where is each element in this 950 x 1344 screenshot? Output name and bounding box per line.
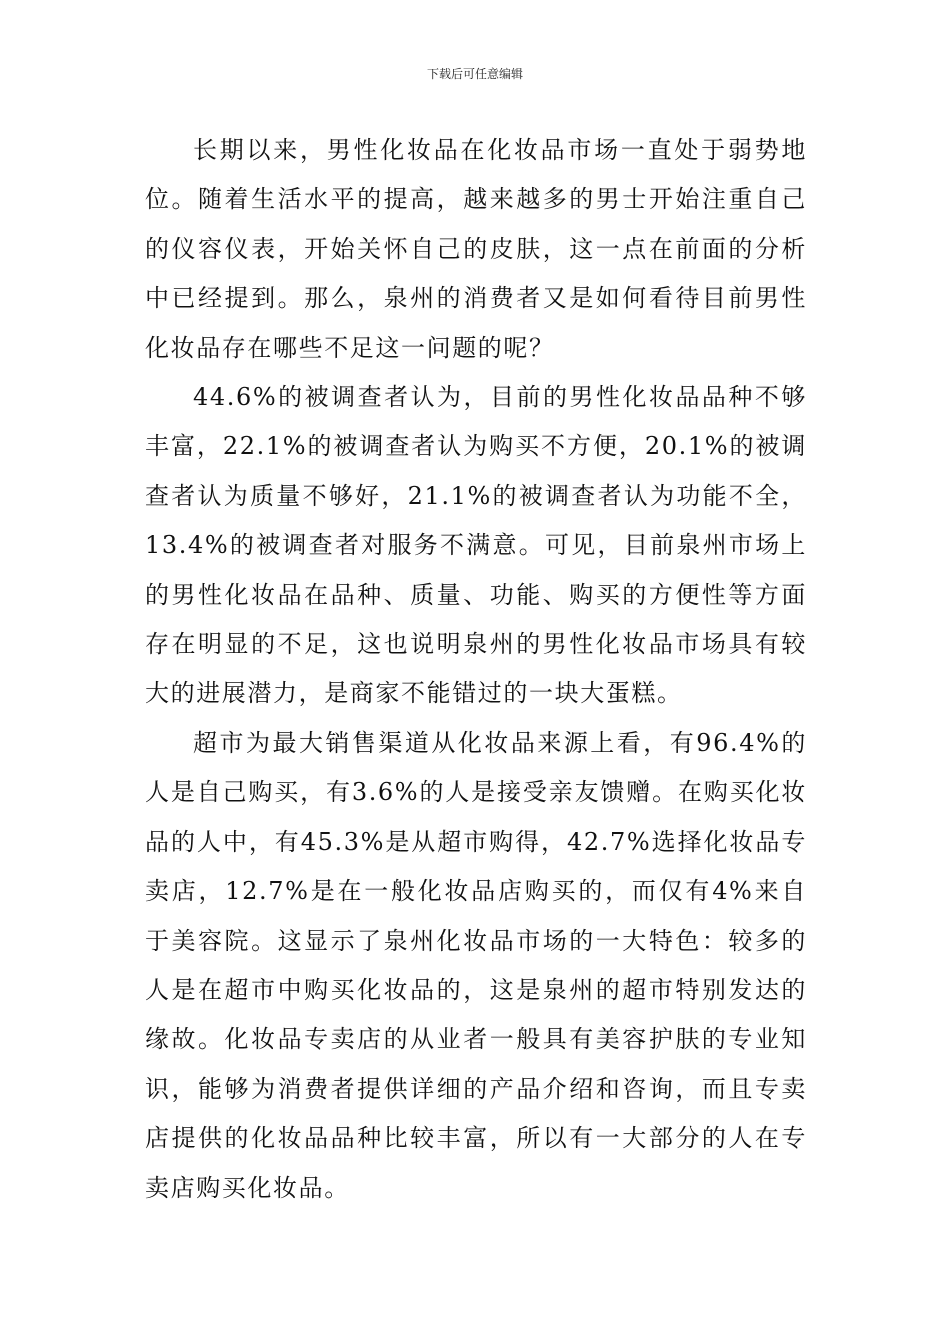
document-body (145, 126, 807, 1213)
paragraph-male-cosmetics-intro: 长期以来，男性化妆品在化妆品市场一直处于弱势地位。随着生活水平的提高，越来越多的男士开始注重自己的仪容仪表，开始关怀自己的皮肤，这一点在前面的分析中已经提到。那么，泉州的消费者又是如何看待目前男性化妆品存在哪些不足这一问题的呢？ (145, 136, 807, 362)
paragraph-survey-shortcomings: 44.6%的被调查者认为，目前的男性化妆品品种不够丰富，22.1%的被调查者认为购买不方便，20.1%的被调查者认为质量不够好，21.1%的被调查者认为功能不全，13.4%的被调查者对服务不满意。可见，目前泉州市场上的男性化妆品在品种、质量、功能、购买的方便性等方面存在明显的不足，这也说明泉州的男性化妆品市场具有较大的进展潜力，是商家不能错过的一块大蛋糕。 (145, 383, 807, 708)
page-header-note: 下载后可任意编辑 (426, 67, 523, 81)
paragraph-sales-channels: 超市为最大销售渠道从化妆品来源上看，有96.4%的人是自己购买，有3.6%的人是接受亲友馈赠。在购买化妆品的人中，有45.3%是从超市购得，42.7%选择化妆品专卖店，12.7%是在一般化妆品店购买的，而仅有4%来自于美容院。这显示了泉州化妆品市场的一大特色：较多的人是在超市中购买化妆品的，这是泉州的超市特别发达的缘故。化妆品专卖店的从业者一般具有美容护肤的专业知识，能够为消费者提供详细的产品介绍和咨询，而且专卖店提供的化妆品品种比较丰富，所以有一大部分的人在专卖店购买化妆品。 (145, 728, 807, 1202)
